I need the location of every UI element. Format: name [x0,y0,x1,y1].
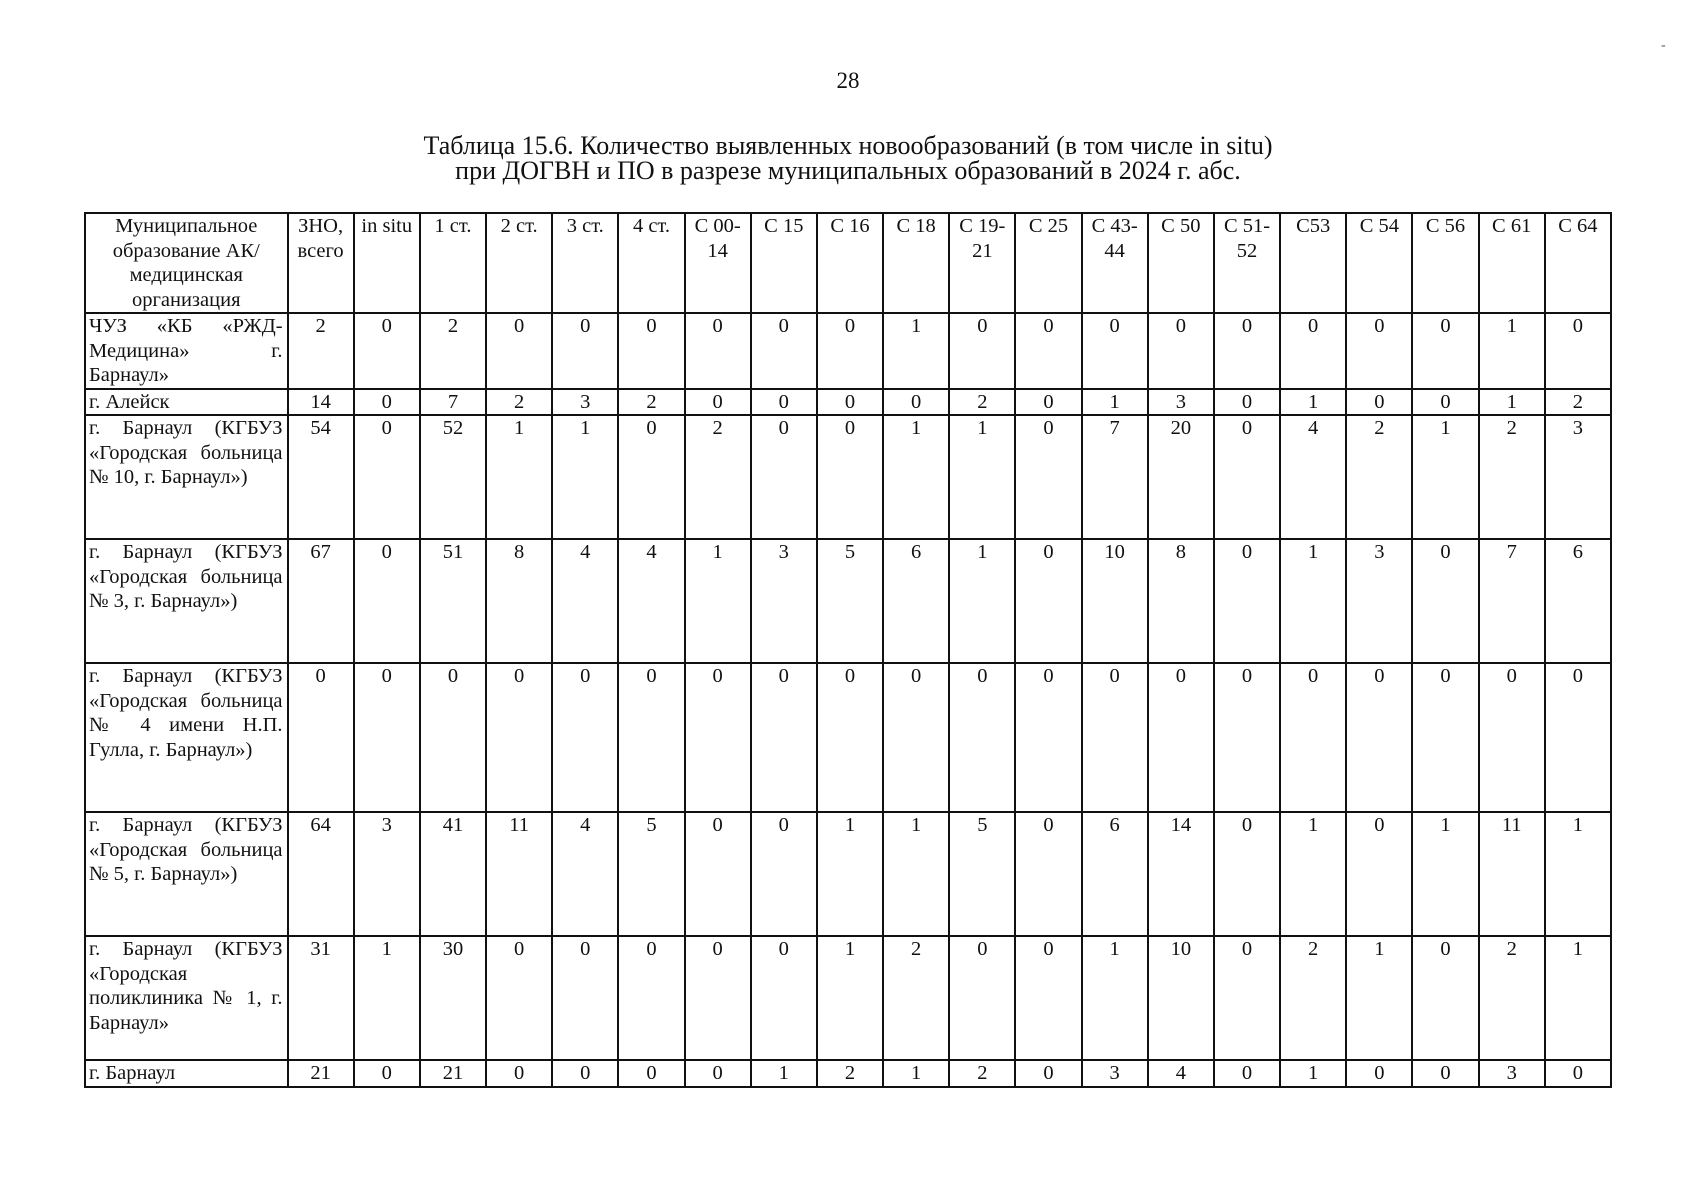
value-cell: 1 [1346,936,1412,1060]
value-cell: 2 [1280,936,1346,1060]
value-cell: 1 [883,313,949,389]
column-header-c15: С 15 [751,213,817,313]
table-caption-line-1: Таблица 15.6. Количество выявленных новообразований (в том числе in situ) [423,131,1273,160]
column-header-c61: С 61 [1479,213,1545,313]
value-cell: 2 [949,389,1015,416]
value-cell: 0 [685,313,751,389]
value-cell: 0 [949,936,1015,1060]
value-cell: 0 [751,313,817,389]
table-container [84,212,1612,1088]
value-cell: 1 [817,812,883,936]
value-cell: 0 [1545,1060,1611,1087]
value-cell: 21 [288,1060,354,1087]
value-cell: 0 [1214,936,1280,1060]
table-row [85,415,1611,539]
value-cell: 1 [552,415,618,539]
neoplasm-table [84,212,1612,1088]
column-header-c18: С 18 [883,213,949,313]
column-header-stage-1: 1 ст. [420,213,486,313]
value-cell: 4 [618,539,684,663]
value-cell: 4 [1280,415,1346,539]
column-header-c16: С 16 [817,213,883,313]
value-cell: 0 [552,663,618,812]
organization-cell: г. Барнаул (КГБУЗ «Городская больница № 5, г. Барнаул») [85,812,288,936]
value-cell: 0 [1346,1060,1412,1087]
value-cell: 2 [1346,415,1412,539]
value-cell: 0 [288,663,354,812]
value-cell: 0 [354,313,420,389]
value-cell: 1 [486,415,552,539]
value-cell: 1 [883,812,949,936]
table-row [85,936,1611,1060]
value-cell: 3 [1479,1060,1545,1087]
value-cell: 5 [949,812,1015,936]
value-cell: 1 [1082,936,1148,1060]
table-row [85,539,1611,663]
value-cell: 1 [1412,415,1478,539]
value-cell: 1 [883,415,949,539]
table-row [85,313,1611,389]
value-cell: 0 [751,812,817,936]
value-cell: 0 [1214,539,1280,663]
value-cell: 0 [751,389,817,416]
value-cell: 8 [1148,539,1214,663]
value-cell: 0 [1015,389,1081,416]
value-cell: 0 [1082,313,1148,389]
value-cell: 2 [618,389,684,416]
value-cell: 2 [420,313,486,389]
value-cell: 41 [420,812,486,936]
value-cell: 3 [1346,539,1412,663]
column-header-in-situ: in situ [354,213,420,313]
organization-cell: г. Алейск [85,389,288,416]
value-cell: 0 [1015,313,1081,389]
value-cell: 0 [1015,415,1081,539]
organization-cell: г. Барнаул [85,1060,288,1087]
value-cell: 2 [1479,936,1545,1060]
value-cell: 0 [552,313,618,389]
column-header-c50: С 50 [1148,213,1214,313]
value-cell: 0 [552,1060,618,1087]
value-cell: 7 [1479,539,1545,663]
value-cell: 0 [486,1060,552,1087]
column-header-zno-total: ЗНО, всего [288,213,354,313]
value-cell: 1 [354,936,420,1060]
table-row [85,663,1611,812]
value-cell: 0 [618,415,684,539]
value-cell: 1 [949,539,1015,663]
value-cell: 3 [751,539,817,663]
column-header-c64: С 64 [1545,213,1611,313]
value-cell: 0 [817,663,883,812]
value-cell: 3 [354,812,420,936]
value-cell: 64 [288,812,354,936]
value-cell: 0 [685,812,751,936]
value-cell: 0 [817,389,883,416]
value-cell: 0 [1545,313,1611,389]
value-cell: 0 [883,663,949,812]
value-cell: 0 [354,1060,420,1087]
value-cell: 6 [1082,812,1148,936]
value-cell: 0 [1214,313,1280,389]
value-cell: 0 [486,663,552,812]
value-cell: 0 [685,1060,751,1087]
value-cell: 0 [1082,663,1148,812]
column-header-c19-21: С 19- 21 [949,213,1015,313]
value-cell: 0 [949,663,1015,812]
value-cell: 6 [1545,539,1611,663]
value-cell: 0 [1412,936,1478,1060]
value-cell: 0 [618,1060,684,1087]
value-cell: 20 [1148,415,1214,539]
value-cell: 0 [1148,663,1214,812]
organization-cell: г. Барнаул (КГБУЗ «Городская больница № 3, г. Барнаул») [85,539,288,663]
value-cell: 1 [751,1060,817,1087]
table-body [85,313,1611,1087]
header-row [85,213,1611,313]
value-cell: 30 [420,936,486,1060]
value-cell: 0 [1015,1060,1081,1087]
value-cell: 0 [751,663,817,812]
value-cell: 0 [354,663,420,812]
value-cell: 0 [1280,663,1346,812]
table-caption [0,133,1696,183]
value-cell: 4 [1148,1060,1214,1087]
value-cell: 4 [552,539,618,663]
organization-cell: ЧУЗ «КБ «РЖД-Медицина» г. Барнаул» [85,313,288,389]
value-cell: 0 [1214,663,1280,812]
value-cell: 1 [883,1060,949,1087]
table-row [85,389,1611,416]
value-cell: 1 [949,415,1015,539]
value-cell: 0 [420,663,486,812]
value-cell: 0 [949,313,1015,389]
value-cell: 0 [1214,415,1280,539]
column-header-stage-3: 3 ст. [552,213,618,313]
value-cell: 0 [1545,663,1611,812]
value-cell: 0 [1214,389,1280,416]
value-cell: 0 [883,389,949,416]
value-cell: 0 [354,389,420,416]
value-cell: 0 [1346,663,1412,812]
column-header-stage-2: 2 ст. [486,213,552,313]
value-cell: 0 [1015,539,1081,663]
value-cell: 1 [1479,313,1545,389]
column-header-c51-52: С 51- 52 [1214,213,1280,313]
value-cell: 0 [1214,812,1280,936]
value-cell: 67 [288,539,354,663]
value-cell: 0 [817,313,883,389]
value-cell: 11 [1479,812,1545,936]
value-cell: 0 [618,663,684,812]
value-cell: 0 [1346,389,1412,416]
value-cell: 0 [685,389,751,416]
value-cell: 2 [883,936,949,1060]
value-cell: 0 [751,936,817,1060]
value-cell: 3 [1082,1060,1148,1087]
column-header-stage-4: 4 ст. [618,213,684,313]
value-cell: 7 [420,389,486,416]
value-cell: 0 [1412,1060,1478,1087]
column-header-organization: Муниципальное образование АК/ медицинская организация [85,213,288,313]
column-header-c00-14: С 00- 14 [685,213,751,313]
value-cell: 5 [817,539,883,663]
value-cell: 1 [1280,539,1346,663]
value-cell: 1 [1545,936,1611,1060]
value-cell: 0 [618,936,684,1060]
page-number: 28 [836,68,860,93]
value-cell: 0 [1412,539,1478,663]
value-cell: 0 [552,936,618,1060]
value-cell: 1 [1479,389,1545,416]
value-cell: 0 [354,539,420,663]
organization-cell: г. Барнаул (КГБУЗ «Городская больница № 10, г. Барнаул») [85,415,288,539]
value-cell: 51 [420,539,486,663]
value-cell: 1 [1082,389,1148,416]
value-cell: 14 [288,389,354,416]
column-header-c43-44: С 43- 44 [1082,213,1148,313]
value-cell: 31 [288,936,354,1060]
value-cell: 1 [1412,812,1478,936]
value-cell: 0 [618,313,684,389]
value-cell: 2 [949,1060,1015,1087]
value-cell: 11 [486,812,552,936]
value-cell: 21 [420,1060,486,1087]
value-cell: 0 [751,415,817,539]
value-cell: 1 [1545,812,1611,936]
value-cell: 0 [1346,313,1412,389]
value-cell: 0 [1015,663,1081,812]
value-cell: 0 [354,415,420,539]
value-cell: 1 [1280,1060,1346,1087]
value-cell: 6 [883,539,949,663]
value-cell: 0 [486,313,552,389]
value-cell: 1 [1280,389,1346,416]
value-cell: 0 [685,936,751,1060]
value-cell: 8 [486,539,552,663]
value-cell: 0 [486,936,552,1060]
organization-cell: г. Барнаул (КГБУЗ «Городская больница № 4 имени Н.П. Гулла, г. Барнаул») [85,663,288,812]
value-cell: 2 [1545,389,1611,416]
value-cell: 0 [1148,313,1214,389]
scan-mark: - [1661,38,1666,53]
value-cell: 2 [817,1060,883,1087]
value-cell: 1 [1280,812,1346,936]
value-cell: 2 [288,313,354,389]
value-cell: 0 [1412,663,1478,812]
value-cell: 52 [420,415,486,539]
table-header [85,213,1611,313]
table-row [85,812,1611,936]
column-header-c54: С 54 [1346,213,1412,313]
value-cell: 2 [1479,415,1545,539]
value-cell: 1 [685,539,751,663]
value-cell: 0 [1015,812,1081,936]
value-cell: 5 [618,812,684,936]
value-cell: 3 [1545,415,1611,539]
value-cell: 54 [288,415,354,539]
column-header-c53: С53 [1280,213,1346,313]
value-cell: 3 [1148,389,1214,416]
organization-cell: г. Барнаул (КГБУЗ «Городская поликлиника № 1, г. Барнаул» [85,936,288,1060]
value-cell: 0 [1412,389,1478,416]
value-cell: 0 [1280,313,1346,389]
value-cell: 0 [817,415,883,539]
value-cell: 1 [817,936,883,1060]
value-cell: 3 [552,389,618,416]
value-cell: 0 [1479,663,1545,812]
value-cell: 4 [552,812,618,936]
column-header-c56: С 56 [1412,213,1478,313]
value-cell: 0 [685,663,751,812]
value-cell: 0 [1412,313,1478,389]
value-cell: 10 [1148,936,1214,1060]
value-cell: 0 [1214,1060,1280,1087]
value-cell: 7 [1082,415,1148,539]
value-cell: 0 [1346,812,1412,936]
value-cell: 2 [685,415,751,539]
value-cell: 0 [1015,936,1081,1060]
column-header-c25: С 25 [1015,213,1081,313]
value-cell: 14 [1148,812,1214,936]
table-row [85,1060,1611,1087]
value-cell: 2 [486,389,552,416]
table-caption-line-2: при ДОГВН и ПО в разрезе муниципальных образований в 2024 г. абс. [455,156,1241,185]
value-cell: 10 [1082,539,1148,663]
